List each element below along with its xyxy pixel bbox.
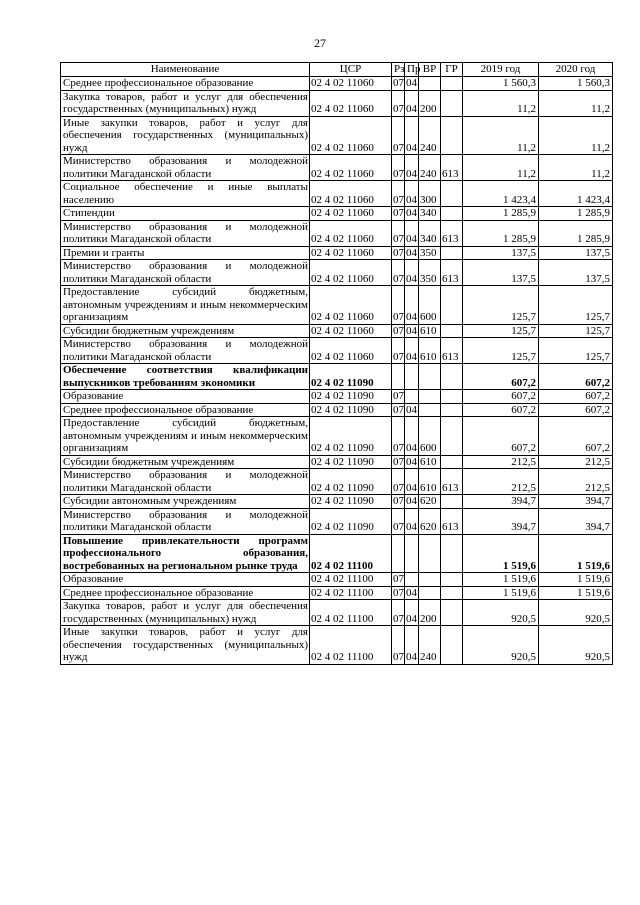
row-value-2020: 394,7 — [539, 508, 613, 534]
row-rz: 07 — [393, 573, 404, 585]
row-vr — [419, 364, 441, 390]
table-row — [61, 403, 613, 417]
row-value-2020: 212,5 — [539, 455, 613, 469]
header-vr: ВР — [419, 63, 441, 77]
row-value-2020: 1 519,6 — [539, 573, 613, 587]
row-csr: 02 4 02 11060 — [310, 260, 392, 286]
row-name — [61, 286, 310, 325]
row-value-2019: 1 519,6 — [463, 573, 539, 587]
row-rz: 07 — [393, 324, 404, 337]
row-csr: 02 4 02 11060 — [310, 77, 392, 91]
row-csr: 02 4 02 11060 — [310, 220, 392, 246]
row-vr — [419, 534, 441, 573]
row-vr: 240 — [419, 116, 441, 155]
header-2019: 2019 год — [463, 63, 539, 77]
row-rz: 07 — [393, 390, 404, 402]
row-value-2019: 607,2 — [463, 364, 539, 390]
row-name-text: Министерство образования и молодежной политики Магаданской области — [63, 220, 308, 245]
row-value-2020: 1 285,9 — [539, 220, 613, 246]
row-rz: 07 — [392, 417, 405, 456]
row-gr: 613 — [441, 260, 463, 286]
row-pr: 04 — [405, 508, 419, 534]
row-gr — [441, 364, 463, 390]
row-csr: 02 4 02 11090 — [310, 403, 392, 417]
row-pr: 04 — [405, 469, 419, 495]
row-vr: 610 — [419, 324, 441, 338]
row-rz: 07 — [392, 469, 405, 495]
row-value-2020: 212,5 — [539, 469, 613, 495]
row-value-2020: 11,2 — [539, 116, 613, 155]
row-vr: 610 — [419, 338, 441, 364]
header-gr: ГР — [441, 63, 463, 77]
row-gr: 613 — [441, 220, 463, 246]
table-row — [61, 246, 613, 260]
row-value-2019: 212,5 — [463, 469, 539, 495]
row-pr: 04 — [406, 207, 417, 219]
table-row — [61, 286, 613, 325]
row-name — [61, 246, 310, 260]
row-gr — [441, 573, 463, 587]
row-name-text: Министерство образования и молодежной политики Магаданской области — [63, 338, 308, 363]
row-vr — [419, 77, 441, 91]
table-row — [61, 338, 613, 364]
row-pr — [405, 534, 419, 573]
row-csr: 02 4 02 11060 — [310, 324, 392, 338]
table-row — [61, 534, 613, 573]
row-pr: 04 — [406, 455, 417, 468]
row-gr — [441, 116, 463, 155]
row-csr: 02 4 02 11090 — [310, 469, 392, 495]
header-csr: ЦСР — [310, 63, 392, 77]
row-value-2019: 1 560,3 — [463, 77, 539, 91]
row-value-2019: 920,5 — [463, 600, 539, 626]
table-row — [61, 626, 613, 665]
row-value-2019: 125,7 — [463, 324, 539, 338]
row-gr: 613 — [441, 508, 463, 534]
row-vr — [419, 586, 441, 600]
row-pr: 04 — [405, 90, 419, 116]
row-vr — [419, 403, 441, 417]
row-name-text: Закупка товаров, работ и услуг для обеспечения государственных (муниципальных) нужд — [63, 600, 308, 625]
row-name-text: Повышение привлекательности программ профессионального образования, востребованных на региональном рынке труда — [63, 534, 308, 572]
row-pr: 04 — [405, 155, 419, 181]
row-pr: 04 — [405, 626, 419, 665]
row-pr: 04 — [406, 586, 417, 599]
row-name-text: Образование — [63, 573, 124, 585]
table-row — [61, 508, 613, 534]
row-rz: 07 — [392, 220, 405, 246]
row-vr: 350 — [419, 246, 441, 260]
row-pr: 04 — [406, 246, 417, 259]
row-csr: 02 4 02 11090 — [310, 495, 392, 509]
row-pr: 04 — [405, 338, 419, 364]
row-name-text: Министерство образования и молодежной политики Магаданской области — [63, 260, 308, 285]
table-row — [61, 181, 613, 207]
row-name — [61, 390, 310, 404]
row-value-2019: 11,2 — [463, 90, 539, 116]
row-value-2019: 1 285,9 — [463, 207, 539, 221]
row-vr — [419, 390, 441, 404]
row-name — [61, 469, 310, 495]
row-gr: 613 — [441, 338, 463, 364]
row-pr: 04 — [405, 417, 419, 456]
table-row — [61, 364, 613, 390]
row-value-2019: 11,2 — [463, 116, 539, 155]
table-row — [61, 260, 613, 286]
row-pr: 04 — [406, 324, 417, 337]
row-name — [61, 586, 310, 600]
row-value-2019: 1 423,4 — [463, 181, 539, 207]
row-gr — [441, 90, 463, 116]
row-rz — [392, 364, 405, 390]
row-vr: 600 — [419, 286, 441, 325]
row-name — [61, 155, 310, 181]
row-pr — [405, 390, 419, 404]
row-name-text: Субсидии бюджетным учреждениям — [63, 455, 235, 468]
row-value-2020: 1 560,3 — [539, 77, 613, 91]
row-name — [61, 77, 310, 91]
row-name — [61, 495, 310, 509]
row-value-2020: 920,5 — [539, 626, 613, 665]
row-rz: 07 — [392, 626, 405, 665]
row-rz: 07 — [393, 77, 404, 89]
row-vr: 200 — [419, 90, 441, 116]
row-csr: 02 4 02 11090 — [310, 508, 392, 534]
row-value-2019: 1 519,6 — [463, 586, 539, 600]
row-pr: 04 — [405, 260, 419, 286]
row-value-2020: 920,5 — [539, 600, 613, 626]
row-rz: 07 — [392, 600, 405, 626]
row-gr: 613 — [441, 155, 463, 181]
row-value-2020: 607,2 — [539, 390, 613, 404]
row-rz — [392, 534, 405, 573]
row-vr: 300 — [419, 181, 441, 207]
row-vr: 200 — [419, 600, 441, 626]
row-value-2019: 394,7 — [463, 495, 539, 509]
row-rz: 07 — [392, 508, 405, 534]
row-pr: 04 — [405, 116, 419, 155]
row-rz: 07 — [393, 207, 404, 219]
row-name — [61, 573, 310, 587]
budget-table — [60, 62, 613, 665]
row-csr: 02 4 02 11100 — [310, 626, 392, 665]
row-vr: 340 — [419, 220, 441, 246]
row-name — [61, 508, 310, 534]
row-pr: 04 — [406, 495, 417, 507]
row-gr — [441, 600, 463, 626]
row-csr: 02 4 02 11100 — [310, 586, 392, 600]
page-number: 27 — [314, 36, 326, 50]
table-row — [61, 417, 613, 456]
row-name-text: Премии и гранты — [63, 246, 145, 259]
row-vr: 610 — [419, 455, 441, 469]
table-row — [61, 220, 613, 246]
row-rz: 07 — [392, 286, 405, 325]
row-vr: 600 — [419, 417, 441, 456]
row-name — [61, 626, 310, 665]
row-value-2020: 125,7 — [539, 324, 613, 338]
row-name — [61, 534, 310, 573]
row-name-text: Предоставление субсидий бюджетным, автономным учреждениям и иным некоммерческим организациям — [63, 286, 308, 323]
row-pr: 04 — [405, 286, 419, 325]
table-row — [61, 324, 613, 338]
row-value-2019: 11,2 — [463, 155, 539, 181]
row-name-text: Стипендии — [63, 207, 115, 219]
row-name-text: Образование — [63, 390, 124, 402]
row-csr: 02 4 02 11100 — [310, 534, 392, 573]
row-value-2020: 1 285,9 — [539, 207, 613, 221]
row-value-2019: 394,7 — [463, 508, 539, 534]
row-name — [61, 220, 310, 246]
header-rz: Рз — [392, 63, 405, 77]
row-rz: 07 — [392, 90, 405, 116]
row-name-text: Министерство образования и молодежной политики Магаданской области — [63, 155, 308, 180]
row-rz: 07 — [392, 181, 405, 207]
row-pr — [405, 364, 419, 390]
row-vr: 340 — [419, 207, 441, 221]
row-rz: 07 — [393, 246, 404, 259]
row-name — [61, 90, 310, 116]
row-rz: 07 — [393, 403, 404, 416]
row-gr: 613 — [441, 469, 463, 495]
row-name — [61, 600, 310, 626]
header-pr: Пр — [405, 63, 419, 77]
table-row — [61, 455, 613, 469]
row-gr — [441, 181, 463, 207]
row-pr: 04 — [406, 77, 417, 89]
row-name-text: Среднее профессиональное образование — [63, 403, 254, 416]
row-name — [61, 207, 310, 221]
row-vr: 240 — [419, 155, 441, 181]
row-gr — [441, 286, 463, 325]
row-gr — [441, 534, 463, 573]
table-row — [61, 116, 613, 155]
row-rz: 07 — [392, 116, 405, 155]
row-csr: 02 4 02 11060 — [310, 246, 392, 260]
row-value-2019: 137,5 — [463, 260, 539, 286]
row-value-2020: 11,2 — [539, 155, 613, 181]
row-name — [61, 116, 310, 155]
row-vr: 620 — [419, 495, 441, 509]
row-value-2019: 607,2 — [463, 417, 539, 456]
row-csr: 02 4 02 11090 — [310, 390, 392, 404]
row-value-2020: 607,2 — [539, 403, 613, 417]
table-row — [61, 155, 613, 181]
row-rz: 07 — [393, 495, 404, 507]
row-value-2019: 212,5 — [463, 455, 539, 469]
row-value-2019: 607,2 — [463, 403, 539, 417]
row-name-text: Предоставление субсидий бюджетным, автономным учреждениям и иным некоммерческим организациям — [63, 417, 308, 454]
row-name — [61, 364, 310, 390]
row-rz: 07 — [393, 455, 404, 468]
row-value-2020: 607,2 — [539, 364, 613, 390]
table-row — [61, 600, 613, 626]
row-name-text: Среднее профессиональное образование — [63, 586, 254, 599]
row-rz: 07 — [393, 586, 404, 599]
row-value-2019: 607,2 — [463, 390, 539, 404]
row-pr: 04 — [405, 181, 419, 207]
row-csr: 02 4 02 11090 — [310, 417, 392, 456]
row-name — [61, 455, 310, 469]
row-csr: 02 4 02 11060 — [310, 338, 392, 364]
row-pr: 04 — [405, 600, 419, 626]
row-name-text: Иные закупки товаров, работ и услуг для обеспечения государственных (муниципальных) нужд — [63, 626, 308, 663]
row-gr — [441, 495, 463, 509]
row-rz: 07 — [392, 155, 405, 181]
table-row — [61, 90, 613, 116]
table-row — [61, 495, 613, 509]
row-value-2020: 137,5 — [539, 246, 613, 260]
row-csr: 02 4 02 11090 — [310, 364, 392, 390]
row-name-text: Министерство образования и молодежной политики Магаданской области — [63, 508, 308, 533]
row-name-text: Субсидии бюджетным учреждениям — [63, 324, 235, 337]
row-csr: 02 4 02 11060 — [310, 181, 392, 207]
row-vr: 350 — [419, 260, 441, 286]
row-value-2020: 125,7 — [539, 338, 613, 364]
row-csr: 02 4 02 11060 — [310, 155, 392, 181]
row-gr — [441, 417, 463, 456]
row-csr: 02 4 02 11060 — [310, 90, 392, 116]
row-name-text: Субсидии автономным учреждениям — [63, 495, 237, 507]
row-gr — [441, 626, 463, 665]
row-gr — [441, 390, 463, 404]
row-csr: 02 4 02 11100 — [310, 600, 392, 626]
row-csr: 02 4 02 11060 — [310, 286, 392, 325]
row-name-text: Среднее профессиональное образование — [63, 77, 254, 89]
row-value-2020: 11,2 — [539, 90, 613, 116]
table-row — [61, 586, 613, 600]
row-value-2019: 125,7 — [463, 338, 539, 364]
row-gr — [441, 586, 463, 600]
row-gr — [441, 246, 463, 260]
header-2020: 2020 год — [539, 63, 613, 77]
row-name-text: Социальное обеспечение и иные выплаты населению — [63, 181, 308, 206]
table-header-row — [61, 63, 613, 77]
row-value-2020: 607,2 — [539, 417, 613, 456]
table-row — [61, 207, 613, 221]
row-pr: 04 — [405, 220, 419, 246]
row-value-2019: 125,7 — [463, 286, 539, 325]
table-row — [61, 469, 613, 495]
row-value-2020: 137,5 — [539, 260, 613, 286]
row-gr — [441, 455, 463, 469]
row-csr: 02 4 02 11060 — [310, 116, 392, 155]
row-value-2020: 394,7 — [539, 495, 613, 509]
row-value-2019: 920,5 — [463, 626, 539, 665]
row-name-text: Обеспечение соответствия квалификации выпускников требованиям экономики — [63, 364, 308, 389]
row-value-2019: 1 519,6 — [463, 534, 539, 573]
table-row — [61, 77, 613, 91]
row-vr: 240 — [419, 626, 441, 665]
row-value-2020: 1 423,4 — [539, 181, 613, 207]
table-row — [61, 390, 613, 404]
row-value-2019: 1 285,9 — [463, 220, 539, 246]
row-vr — [419, 573, 441, 587]
row-name — [61, 403, 310, 417]
row-rz: 07 — [392, 260, 405, 286]
row-name — [61, 260, 310, 286]
row-vr: 610 — [419, 469, 441, 495]
row-gr — [441, 403, 463, 417]
row-vr: 620 — [419, 508, 441, 534]
row-value-2020: 1 519,6 — [539, 586, 613, 600]
row-gr — [441, 324, 463, 338]
row-gr — [441, 207, 463, 221]
row-name-text: Министерство образования и молодежной политики Магаданской области — [63, 469, 308, 494]
table-row — [61, 573, 613, 587]
table-body — [61, 77, 613, 665]
row-pr — [405, 573, 419, 587]
row-gr — [441, 77, 463, 91]
row-rz: 07 — [392, 338, 405, 364]
row-value-2019: 137,5 — [463, 246, 539, 260]
header-name: Наименование — [61, 63, 310, 77]
row-name — [61, 338, 310, 364]
row-name-text: Закупка товаров, работ и услуг для обеспечения государственных (муниципальных) нужд — [63, 90, 308, 115]
row-csr: 02 4 02 11100 — [310, 573, 392, 587]
row-value-2020: 125,7 — [539, 286, 613, 325]
row-csr: 02 4 02 11060 — [310, 207, 392, 221]
row-name — [61, 181, 310, 207]
row-csr: 02 4 02 11090 — [310, 455, 392, 469]
row-name-text: Иные закупки товаров, работ и услуг для обеспечения государственных (муниципальных) нужд — [63, 116, 308, 154]
row-value-2020: 1 519,6 — [539, 534, 613, 573]
row-pr: 04 — [406, 403, 417, 416]
row-name — [61, 324, 310, 338]
row-name — [61, 417, 310, 456]
